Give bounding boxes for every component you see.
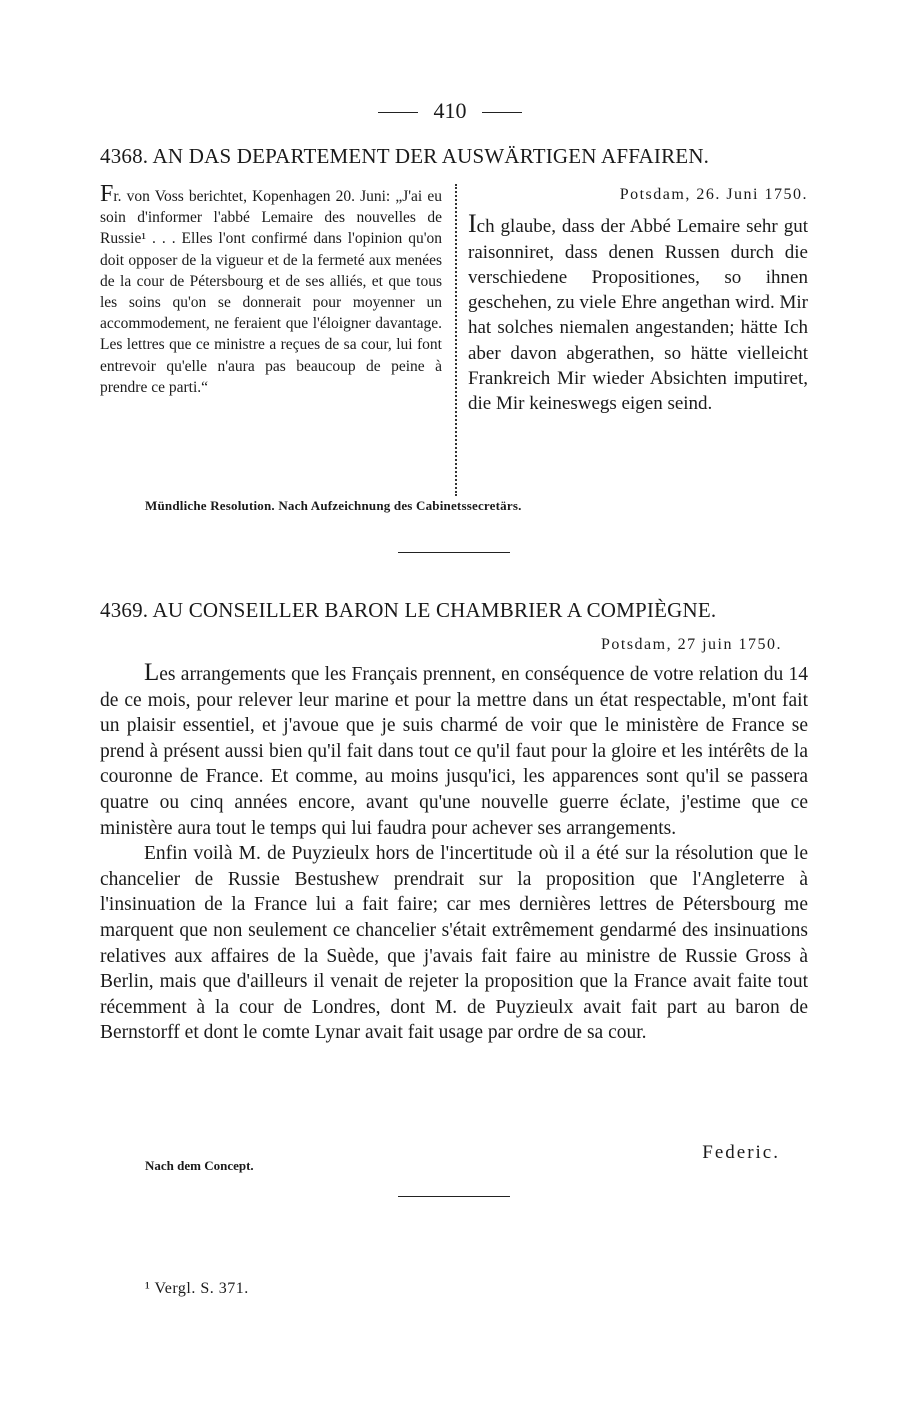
signature: Federic. [702,1142,780,1163]
entry-4368-report-column [100,181,442,398]
column-divider [455,184,457,496]
entry-4368-title: 4368. AN DAS DEPARTEMENT DER AUSWÄRTIGEN AFFAIREN. [100,144,710,168]
entry-4369-letter-body [100,660,808,1046]
entry-4369-title: 4369. AU CONSEILLER BARON LE CHAMBRIER A COMPIÈGNE. [100,598,717,622]
header-dash-left [378,112,418,113]
report-initial: F [100,181,114,207]
entry-4368-place-date: Potsdam, 26. Juni 1750. [619,186,808,203]
page-number: 410 [433,98,467,123]
letter-initial: L [144,659,160,686]
header-dash-right [482,112,522,113]
entry-4369-source-note: Nach dem Concept. [145,1158,254,1173]
entry-4369-place-date: Potsdam, 27 juin 1750. [600,636,782,653]
response-body [468,211,808,416]
report-text: r. von Voss berichtet, Kopenhagen 20. Juni: „J'ai eu soin d'informer l'abbé Lemaire des nouvelles de Russie¹ . . . Elles l'ont confirmé dans l'opinion qu'on doit opposer de la vigueur et de la fermeté aux menées de la cour de Pétersbourg et de ses alliés, et que tous les soins qu'on se donnerait pour moyenner un accommodement, ne feraient que l'éloigner davantage. Les lettres que ce ministre a reçues de sa cour, lui font entrevoir qu'elle n'aura pas beaucoup de peine à prendre ce parti.“ [100,188,442,396]
footnote: ¹ Vergl. S. 371. [145,1280,249,1297]
entry-4368-response-column [468,182,808,417]
section-rule-1 [398,552,510,553]
paragraph-1-text: es arrangements que les Français prennent, en conséquence de votre relation du 14 de ce mois, pour relever leur marine et pour la mettre dans un état respectable, m'ont fait un plaisir essentiel, et j'avoue que je suis charmé de voir que le ministère de France se prend à présent aussi bien qu'il fait dans tout ce qu'il faut pour la gloire et les intérêts de la couronne de France. Et comme, au moins jusqu'ici, les apparences sont qu'il se passera quatre ou cinq années encore, avant qu'une nouvelle guerre éclate, j'estime que ce ministère aura tout le temps qui lui faudra pour achever ses arrangements. [100,664,808,839]
letter-paragraph-2: Enfin voilà M. de Puyzieulx hors de l'incertitude où il a été sur la résolution que le chancelier de Russie Bestushew prendrait sur la proposition que l'Angleterre à l'insinuation de la France lui a fait faire; car mes dernières lettres de Pétersbourg me marquent que non seulement ce chancelier s'était extrêmement gendarmé des insinuations relatives aux affaires de la Suède, que j'avais fait faire au ministre de Russie Gross à Berlin, mais que d'ailleurs il venait de rejeter la proposition que la France avait faite tout récemment à la cour de Londres, dont M. de Puyzieulx avait fait part au baron de Bernstorff et dont le comte Lynar avait fait usage par ordre de sa cour. [100,843,808,1044]
response-initial: I [468,209,477,239]
response-text: ch glaube, dass der Abbé Lemaire sehr gut raisonniret, dass denen Russen durch die verschiedene Propositiones, so ihnen geschehen, zu viele Ehre angethan wird. Mir hat solches niemalen angestanden; hätte Ich aber davon abgerathen, so hätte vielleicht Frankreich Mir wieder Absichten imputiret, die Mir keineswegs eigen seind. [468,216,808,415]
entry-4368-resolution-note: Mündliche Resolution. Nach Aufzeichnung des Cabinetssecretärs. [145,498,522,513]
page-header [0,98,900,124]
letter-paragraph-1 [100,660,808,841]
section-rule-2 [398,1196,510,1197]
